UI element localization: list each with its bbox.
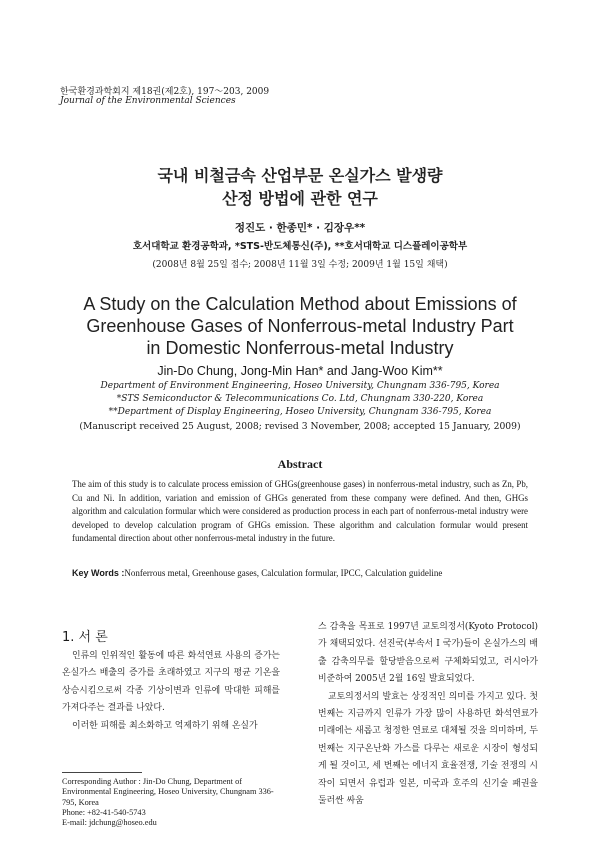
- korean-authors: 정진도 · 한종민* · 김장우**: [234, 222, 366, 234]
- keywords-label: Key Words :: [72, 568, 125, 578]
- english-title-line1: A Study on the Calculation Method about Emissions of: [83, 294, 517, 314]
- left-column: [62, 648, 280, 735]
- corresponding-author-phone: Phone: +82-41-540-5743: [62, 807, 146, 817]
- footnote-rule: [62, 772, 142, 773]
- right-column: [318, 619, 538, 810]
- paragraph: 인류의 인위적인 활동에 따른 화석연료 사용의 증가는 온실가스 배출의 증가를 초래하였고 지구의 평균 기온을 상승시킴으로써 각종 기상이변과 인류에 막대한 피해를 가져다주는 결과를 나았다.: [62, 651, 280, 714]
- paragraph: 스 감축을 목표로 1997년 교토의정서(Kyoto Protocol)가 채택되었다. 선진국(부속서 I 국가)들이 온실가스의 배출 감축의무를 할당받음으로써 구체화되었고, 러시아가 비준하여 2005년 2월 16일 발효되었다.: [318, 622, 538, 685]
- affiliation-2: *STS Semiconductor & Telecommunications Co. Ltd, Chungnam 330-220, Korea: [116, 394, 484, 404]
- keywords-text: Nonferrous metal, Greenhouse gases, Calculation formular, IPCC, Calculation guideline: [124, 568, 443, 578]
- corresponding-author-address: Corresponding Author : Jin-Do Chung, Department of Environmental Engineering, Hoseo University, Chungnam 336-795, Korea: [62, 777, 274, 807]
- journal-name: Journal of the Environmental Sciences: [60, 96, 236, 106]
- paragraph: 이러한 피해를 최소화하고 억제하기 위해 온실가: [72, 720, 258, 731]
- keywords: [72, 568, 542, 578]
- journal-citation: 한국환경과학회지 제18권(제2호), 197～203, 2009: [60, 87, 270, 97]
- abstract-text: The aim of this study is to calculate process emission of GHGs(greenhouse gases) in nonferrous-metal industry, such as Zn, Pb, Cu and Ni. In addition, variation and emission of GHGs generated from these company were defined. And then, GHGs algorithm and calculation formular which were considered as production process in each part of nonferrous-metal industry were developed to develop calculation program of GHGs emission. These algorithm and calculation formular would present fundamental direction about other nonferrous-metal industry in the future.: [72, 479, 528, 544]
- section-heading: 1. 서 론: [62, 630, 108, 645]
- manuscript-dates: (Manuscript received 25 August, 2008; revised 3 November, 2008; accepted 15 January, 2009): [79, 421, 521, 432]
- paragraph: 교토의정서의 발효는 상징적인 의미를 가지고 있다. 첫 번째는 지금까지 인류가 가장 많이 사용하던 화석연료가 미래에는 새롭고 청정한 연료로 대체될 것을 의미하며, 두 번째는 지구온난화 가스를 다루는 새로운 시장이 형성되게 될 것이고, 세 번째는 에너지 효율전쟁, 기술 전쟁의 시작이 되면서 유럽과 일본, 미국과 호주의 신기술 패권을 둘러싼 싸움: [318, 691, 538, 807]
- affiliation-1: Department of Environment Engineering, Hoseo University, Chungnam 336-795, Korea: [100, 381, 500, 391]
- corresponding-author-email: E-mail: jdchung@hoseo.edu: [62, 818, 157, 828]
- korean-title-line2: 산정 방법에 관한 연구: [222, 189, 378, 208]
- english-authors: Jin-Do Chung, Jong-Min Han* and Jang-Woo Kim**: [157, 364, 443, 378]
- korean-title-line1: 국내 비철금속 산업부문 온실가스 발생량: [157, 166, 443, 185]
- corresponding-author: [62, 777, 282, 828]
- english-title-line2: Greenhouse Gases of Nonferrous-metal Industry Part: [86, 316, 514, 336]
- korean-dates: (2008년 8월 25일 접수; 2008년 11월 3일 수정; 2009년 1월 15일 채택): [152, 260, 448, 270]
- korean-affiliations: 호서대학교 환경공학과, *STS-반도체통신(주), **호서대학교 디스플레이공학부: [132, 241, 468, 252]
- affiliation-3: **Department of Display Engineering, Hoseo University, Chungnam 336-795, Korea: [108, 407, 492, 417]
- abstract-heading: Abstract: [277, 457, 323, 471]
- english-title-line3: in Domestic Nonferrous-metal Industry: [146, 338, 454, 358]
